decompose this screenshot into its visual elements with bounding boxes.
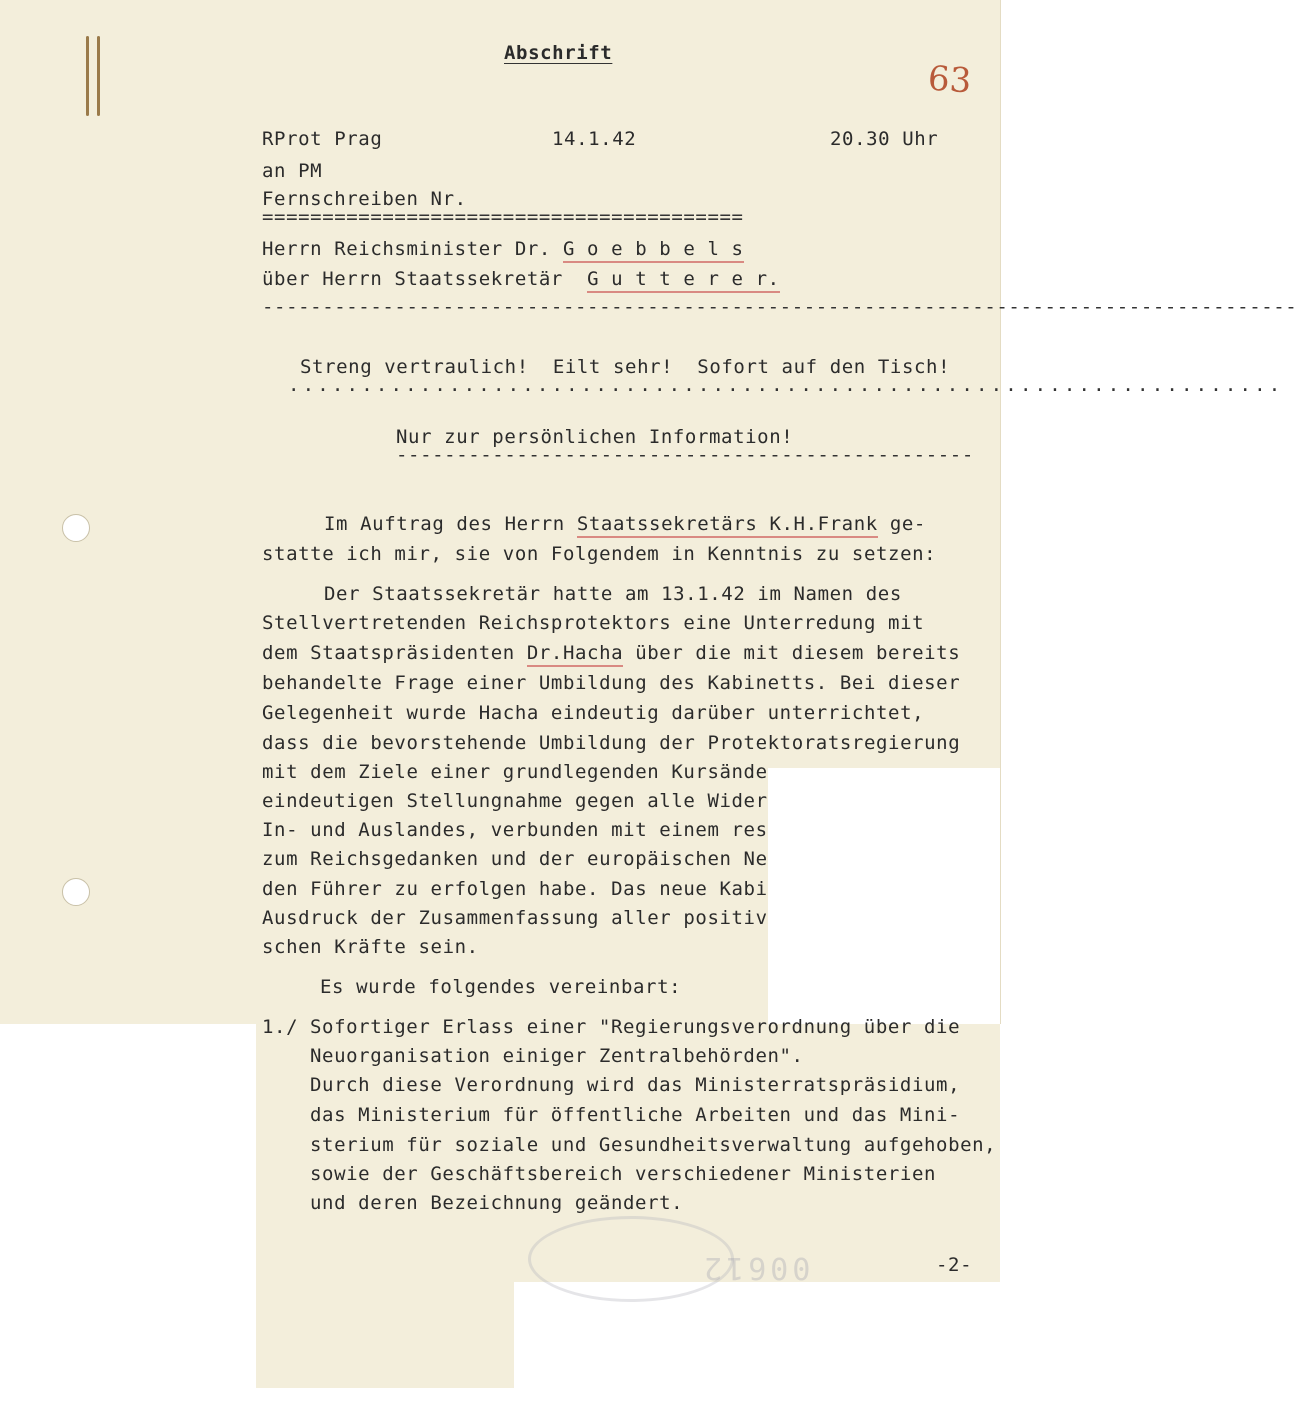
body-line: mit dem Ziele einer grundlegenden Kursände <box>262 761 768 783</box>
time: 20.30 Uhr <box>830 128 939 150</box>
sender: RProt Prag <box>262 128 383 150</box>
folio-number: 63 <box>926 58 973 102</box>
dashed-rule: -------------------------------------------------------------------------------------- <box>262 296 1297 318</box>
punch-hole-icon <box>62 514 90 542</box>
body-line: Stellvertretenden Reichsprotektors eine Unterredung mit <box>262 612 925 634</box>
addressee-name: G o e b b e l s <box>563 238 744 263</box>
body-line: eindeutigen Stellungnahme gegen alle Wider <box>262 790 768 812</box>
body-line: dass die bevorstehende Umbildung der Protektoratsregierung <box>262 732 961 754</box>
body-line: behandelte Frage einer Umbildung des Kabinetts. Bei dieser <box>262 672 961 694</box>
via-name: G u t t e r e r. <box>587 268 780 293</box>
body-line: Ausdruck der Zusammenfassung aller positiv <box>262 907 768 929</box>
body-line: den Führer zu erfolgen habe. Das neue Kabi <box>262 878 768 900</box>
list-item-number: 1./ <box>262 1016 299 1038</box>
list-item-line: Neuorganisation einiger Zentralbehörden". <box>310 1045 804 1067</box>
list-item-line: sowie der Geschäftsbereich verschiedener Ministerien <box>310 1163 937 1185</box>
body-line: zum Reichsgedanken und der europäischen Ne <box>262 848 768 870</box>
list-item-line: Sofortiger Erlass einer "Regierungsverordnung über die <box>310 1016 961 1038</box>
notice-underline: ------------------------------------------------ <box>396 444 974 466</box>
body-line: statte ich mir, sie von Folgendem in Kenntnis zu setzen: <box>262 543 937 565</box>
list-item-line: und deren Bezeichnung geändert. <box>310 1192 684 1214</box>
dotted-rule: .................................................................... <box>288 374 1284 396</box>
punch-hole-icon <box>62 878 90 906</box>
body-line: schen Kräfte sein. <box>262 936 479 958</box>
list-item-line: das Ministerium für öffentliche Arbeiten und das Mini- <box>310 1104 961 1126</box>
double-rule: ======================================== <box>262 206 744 228</box>
list-item-line: sterium für soziale und Gesundheitsverwaltung aufgehoben, <box>310 1134 997 1156</box>
body-line: In- und Auslandes, verbunden mit einem res <box>262 819 768 841</box>
body-line: Im Auftrag des Herrn Staatssekretärs K.H.Frank ge- <box>324 513 926 535</box>
document-page-bottom <box>256 1282 514 1388</box>
address-line-2: über Herrn Staatssekretär G u t t e r e r. <box>262 268 780 290</box>
body-line: Der Staatssekretär hatte am 13.1.42 im Namen des <box>324 583 902 605</box>
date: 14.1.42 <box>552 128 637 150</box>
list-item-line: Durch diese Verordnung wird das Ministerratspräsidium, <box>310 1074 961 1096</box>
address-line-1: Herrn Reichsminister Dr. G o e b b e l s <box>262 238 744 260</box>
staple-mark-icon <box>84 36 104 116</box>
document-title: Abschrift <box>504 42 613 64</box>
body-line: dem Staatspräsidenten Dr.Hacha über die mit diesem bereits <box>262 642 960 664</box>
telex-label: Fernschreiben Nr. <box>262 188 467 210</box>
urgent-notice: Streng vertraulich! Eilt sehr! Sofort auf den Tisch! <box>300 356 951 378</box>
recipient: an PM <box>262 160 323 182</box>
personal-notice: Nur zur persönlichen Information! <box>396 426 794 448</box>
masked-area <box>768 768 1000 1024</box>
body-line: Es wurde folgendes vereinbart: <box>320 976 682 998</box>
body-line: Gelegenheit wurde Hacha eindeutig darüber unterrichtet, <box>262 702 925 724</box>
next-page-marker: -2- <box>936 1254 973 1276</box>
stamp-number: 00612 <box>700 1250 811 1285</box>
